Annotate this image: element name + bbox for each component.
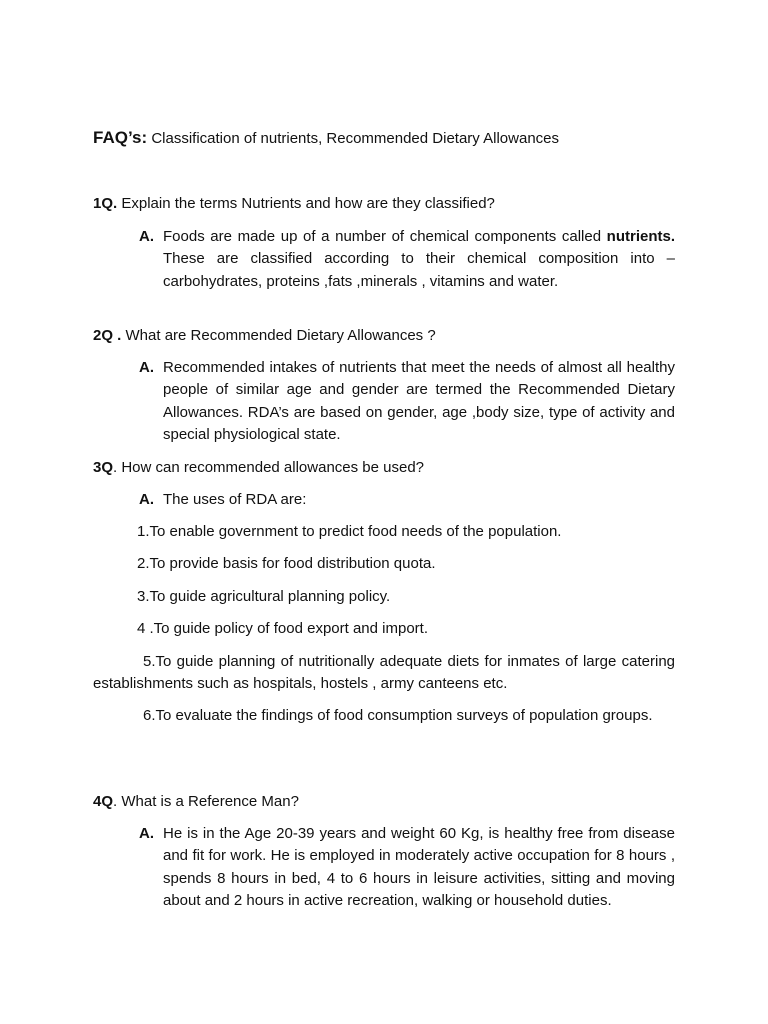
answer-1-post: These are classified according to their chemical composition into – carbohydrates, proteins ,fats ,minerals , vitamins and water.: [163, 250, 675, 290]
use-item-1: 1.To enable government to predict food needs of the population.: [137, 523, 562, 540]
use-item-4: 4 .To guide policy of food export and import.: [137, 620, 429, 637]
title-rest: Classification of nutrients, Recommended Dietary Allowances: [147, 130, 560, 147]
question-3-number: 3Q: [93, 459, 114, 476]
question-4-number: 4Q: [93, 793, 114, 810]
question-2: [93, 325, 436, 347]
answer-1: [163, 226, 675, 293]
answer-1-mark: A.: [139, 228, 154, 245]
answer-2: Recommended intakes of nutrients that meet the needs of almost all healthy people of similar age and gender are termed the Recommended Dietary Allowances. RDA’s are based on gender, age ,body size, type of activity and special physiological state.: [163, 359, 675, 444]
answer-4: He is in the Age 20-39 years and weight 60 Kg, is healthy free from disease and fit for work. He is employed in moderately active occupation for 8 hours , spends 8 hours in bed, 4 to 6 hours in leisure activities, sitting and moving about and 2 hours in active recreation, walking or household duties.: [163, 825, 675, 910]
question-4-text: . What is a Reference Man?: [113, 793, 299, 810]
answer-4-mark: A.: [139, 825, 154, 842]
answer-3-intro: The uses of RDA are:: [163, 491, 307, 508]
question-2-text: What are Recommended Dietary Allowances ?: [121, 327, 436, 344]
question-2-number: 2Q .: [93, 327, 122, 344]
answer-2-mark: A.: [139, 359, 154, 376]
use-item-5: 5.To guide planning of nutritionally adequate diets for inmates of large catering establishments such as hospitals, hostels , army canteens etc.: [93, 653, 675, 693]
title-lead: FAQ’s:: [93, 128, 148, 147]
question-1: [93, 193, 495, 215]
question-4: [93, 791, 299, 813]
use-item-3: 3.To guide agricultural planning policy.: [137, 588, 391, 605]
use-item-6: 6.To evaluate the findings of food consumption surveys of population groups.: [143, 707, 653, 724]
question-1-number: 1Q.: [93, 195, 118, 212]
use-item-2: 2.To provide basis for food distribution quota.: [137, 555, 436, 572]
question-3: [93, 457, 424, 479]
answer-1-pre: Foods are made up of a number of chemical components called: [163, 228, 607, 245]
question-3-text: . How can recommended allowances be used?: [113, 459, 425, 476]
page-title: [93, 126, 559, 151]
question-1-text: Explain the terms Nutrients and how are they classified?: [117, 195, 495, 212]
answer-3-mark: A.: [139, 491, 154, 508]
answer-1-bold: nutrients.: [606, 228, 675, 245]
